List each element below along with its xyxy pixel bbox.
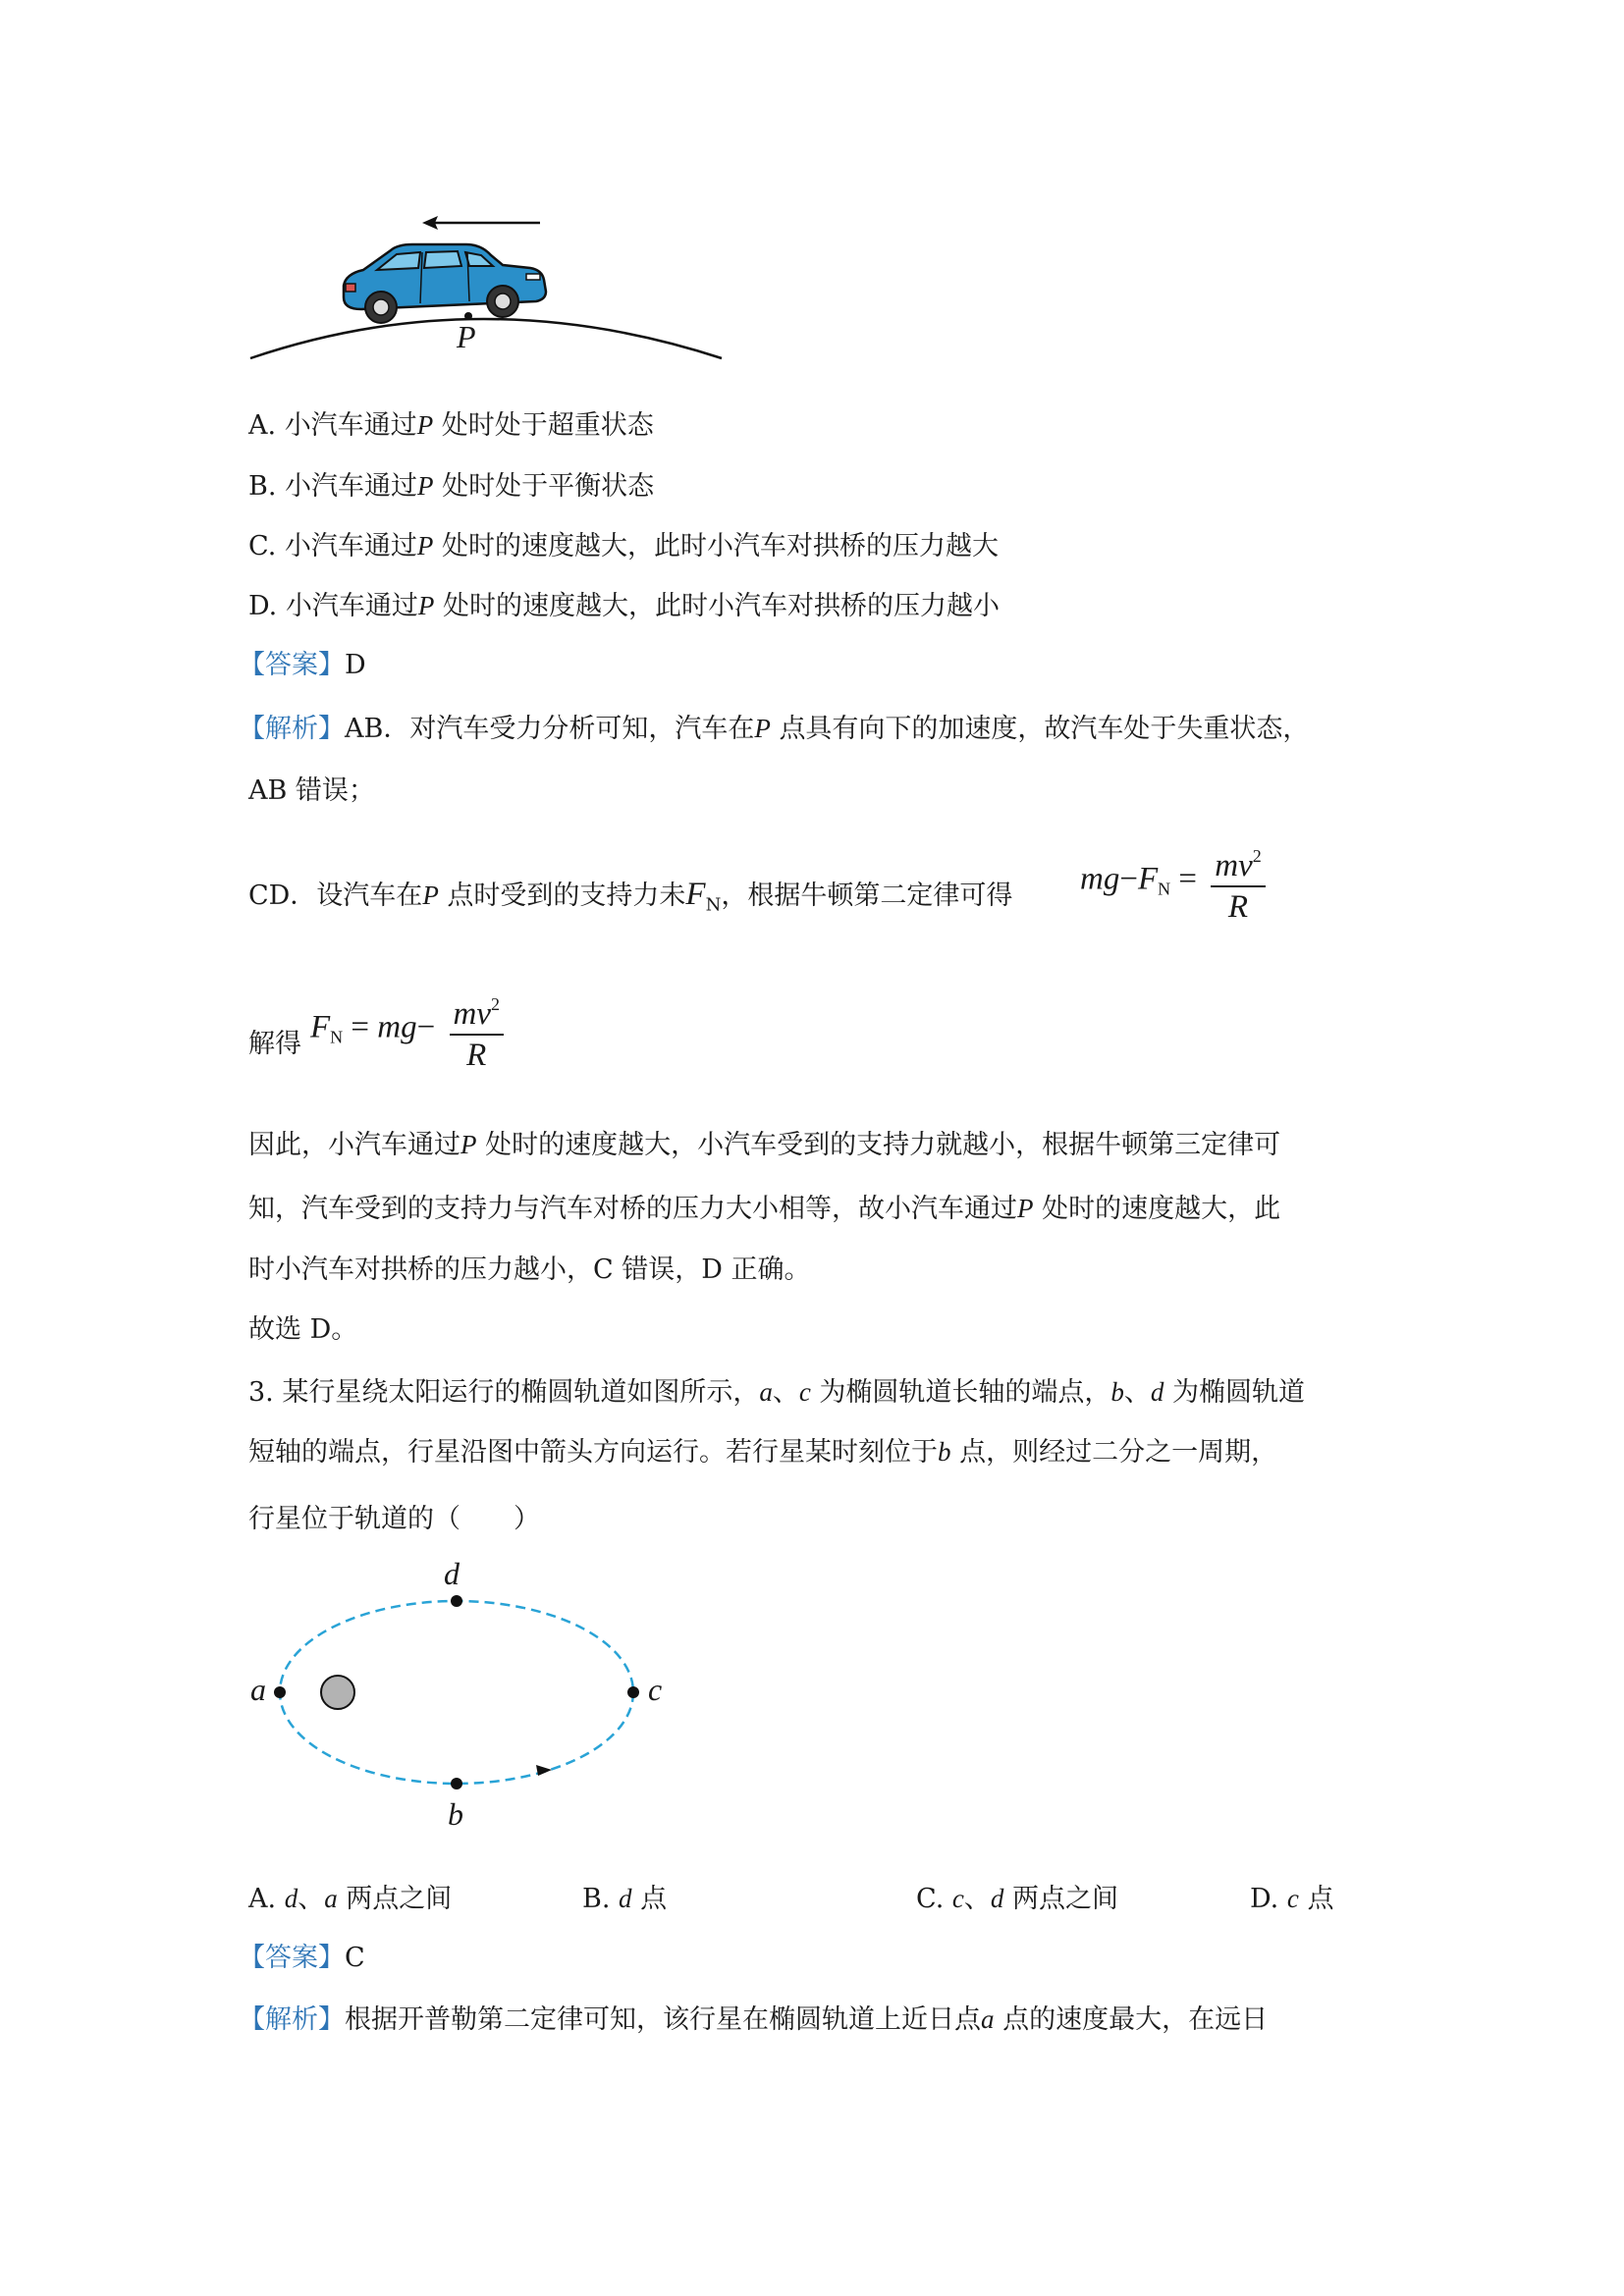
q2-answer: 【答案】D [239,650,366,680]
point-c-marker [627,1686,639,1698]
car-icon [344,244,546,323]
q3-stem-line3: 行星位于轨道的（ ） [248,1504,540,1534]
bridge-arc [250,319,722,358]
option-d: D. 小汽车通过P 处时的速度越大，此时小汽车对拱桥的压力越小 [248,591,1000,621]
orbit-direction-arrow [536,1765,552,1776]
newton-second-law-equation: $mg-F_N$ = $\frac{mv^2}{R}$ [1080,836,1266,927]
point-b-marker [451,1778,462,1789]
q2-cd-line: CD．设汽车在P 点时受到的支持力未$F_N$，根据牛顿第二定律可得 [248,877,1013,916]
orbit-figure [245,1561,687,1845]
q3-stem-line1: 3. 某行星绕太阳运行的椭圆轨道如图所示，a、c 为椭圆轨道长轴的端点，b、d 为椭圆轨道 [248,1377,1306,1408]
sun-icon [321,1676,354,1709]
point-d-marker [451,1595,462,1607]
q2-analysis-line2: AB 错误； [248,775,375,806]
orbit-label-a: a [250,1672,266,1707]
q2-conclude-line: 时小汽车对拱桥的压力越小，C 错误，D 正确。 [248,1255,811,1285]
q3-stem-line2: 短轴的端点，行星沿图中箭头方向运行。若行星某时刻位于b 点，则经过二分之一周期， [248,1437,1278,1468]
option-a: A. 小汽车通过P 处时处于超重状态 [248,410,654,441]
q2-know-line: 知，汽车受到的支持力与汽车对桥的压力大小相等，故小汽车通过P 处时的速度越大，此 [248,1194,1281,1224]
point-p-label: P [457,319,476,354]
orbit-label-c: c [648,1672,663,1707]
direction-arrow [422,216,540,230]
q2-therefore-line: 因此，小汽车通过P 处时的速度越大，小汽车受到的支持力就越小，根据牛顿第三定律可 [248,1130,1281,1160]
point-a-marker [274,1686,286,1698]
q2-solve-label: 解得 [248,1029,301,1059]
q3-option-b: B. d 点 [582,1884,668,1914]
q3-analysis: 【解析】根据开普勒第二定律可知，该行星在椭圆轨道上近日点a 点的速度最大，在远日 [239,2004,1269,2035]
q3-option-d: D. c 点 [1250,1884,1334,1914]
q3-option-a: A. d、a 两点之间 [248,1884,453,1914]
q3-answer: 【答案】C [239,1943,365,1973]
option-c: C. 小汽车通过P 处时的速度越大，此时小汽车对拱桥的压力越大 [248,531,999,561]
normal-force-equation: $F_N = mg-$ $\frac{mv^2}{R}$ [310,985,504,1075]
car-on-bridge-figure [245,211,736,368]
orbit-label-d: d [444,1556,460,1591]
q3-option-c: C. c、d 两点之间 [916,1884,1118,1914]
option-b: B. 小汽车通过P 处时处于平衡状态 [248,471,655,502]
orbit-label-b: b [448,1796,463,1832]
q2-analysis-line1: 【解析】AB．对汽车受力分析可知，汽车在P 点具有向下的加速度，故汽车处于失重状态， [239,714,1310,744]
q2-choose-line: 故选 D。 [248,1314,358,1345]
